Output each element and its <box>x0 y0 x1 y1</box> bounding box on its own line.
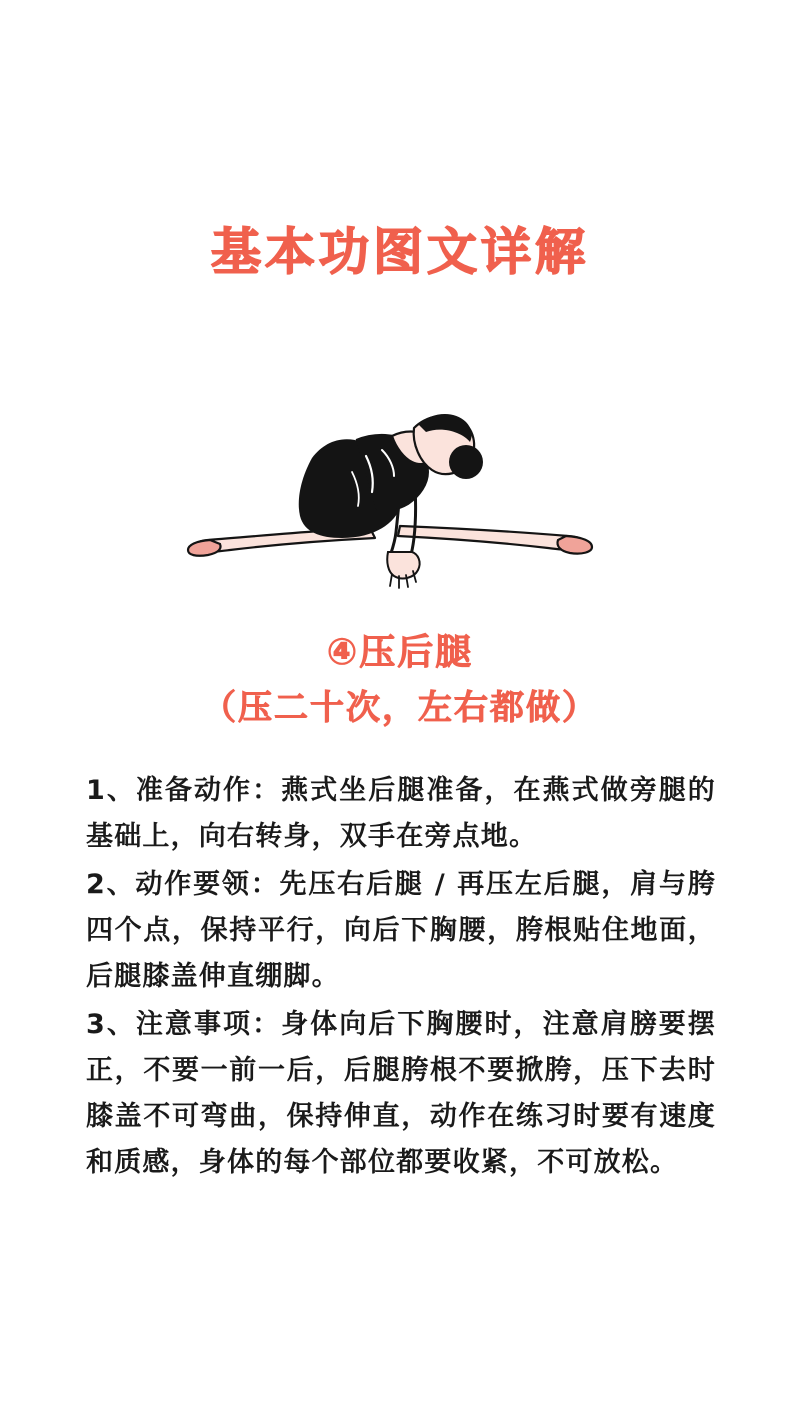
subtitle-sub: （压二十次，左右都做） <box>202 688 598 728</box>
split-stretch-pose-illustration <box>0 380 800 610</box>
subtitle-main: ④压后腿 <box>326 632 474 673</box>
instruction-paragraph-2: 2、动作要领：先压右后腿 / 再压左后腿，肩与胯四个点，保持平行，向后下胸腰，胯根贴住地面，后腿膝盖伸直绷脚。 <box>86 869 716 992</box>
instruction-paragraph-1: 1、准备动作：燕式坐后腿准备，在燕式做旁腿的基础上，向右转身，双手在旁点地。 <box>86 775 716 852</box>
page-title: 基本功图文详解 <box>211 222 589 281</box>
instruction-body <box>86 768 716 1188</box>
instruction-paragraph-3: 3、注意事项：身体向后下胸腰时，注意肩膀要摆正，不要一前一后，后腿胯根不要掀胯，压下去时膝盖不可弯曲，保持伸直，动作在练习时要有速度和质感，身体的每个部位都要收紧，不可放松。 <box>86 1009 716 1178</box>
section-subtitle <box>0 630 800 730</box>
